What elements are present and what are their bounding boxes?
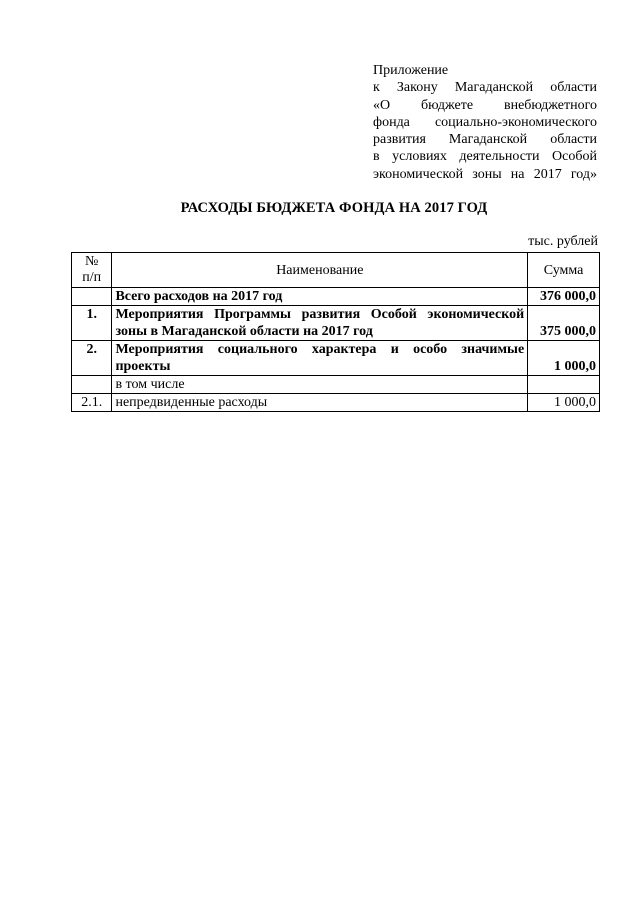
table-row [72,394,600,412]
row-sum: 375 000,0 [528,306,600,341]
header-num-line2: п/п [82,270,102,285]
appendix-line: в условиях деятельности Особой [373,149,597,165]
row-name: Мероприятия социального характера и особо значимые проекты [112,341,528,376]
appendix-line: экономической зоны на 2017 год» [373,166,597,182]
row-num [72,288,112,306]
row-sum [528,376,600,394]
appendix-line: развития Магаданской области [373,132,597,148]
table-row [72,306,600,341]
appendix-line: к Закону Магаданской области [373,80,597,96]
budget-table [71,252,600,412]
appendix-block [373,62,597,183]
appendix-line: фонда социально-экономического [373,114,597,130]
units-label: тыс. рублей [528,234,598,249]
row-num: 2.1. [72,394,112,412]
row-num [72,376,112,394]
table-header-row [72,253,600,288]
document-title: РАСХОДЫ БЮДЖЕТА ФОНДА НА 2017 ГОД [180,200,488,216]
appendix-line: Приложение [373,63,449,78]
row-name: Всего расходов на 2017 год [112,288,528,306]
row-name: непредвиденные расходы [112,394,528,412]
row-sum: 1 000,0 [528,394,600,412]
appendix-line: «О бюджете внебюджетного [373,97,597,113]
row-num: 2. [72,341,112,376]
row-name: Мероприятия Программы развития Особой экономической зоны в Магаданской области на 2017 год [112,306,528,341]
row-sum: 376 000,0 [528,288,600,306]
table-row [72,288,600,306]
header-num [72,253,112,288]
header-name: Наименование [112,253,528,288]
header-num-line1: № [85,254,99,269]
row-name: в том числе [112,376,528,394]
table-row [72,341,600,376]
row-sum: 1 000,0 [528,341,600,376]
row-num: 1. [72,306,112,341]
table-row [72,376,600,394]
header-sum: Сумма [528,253,600,288]
